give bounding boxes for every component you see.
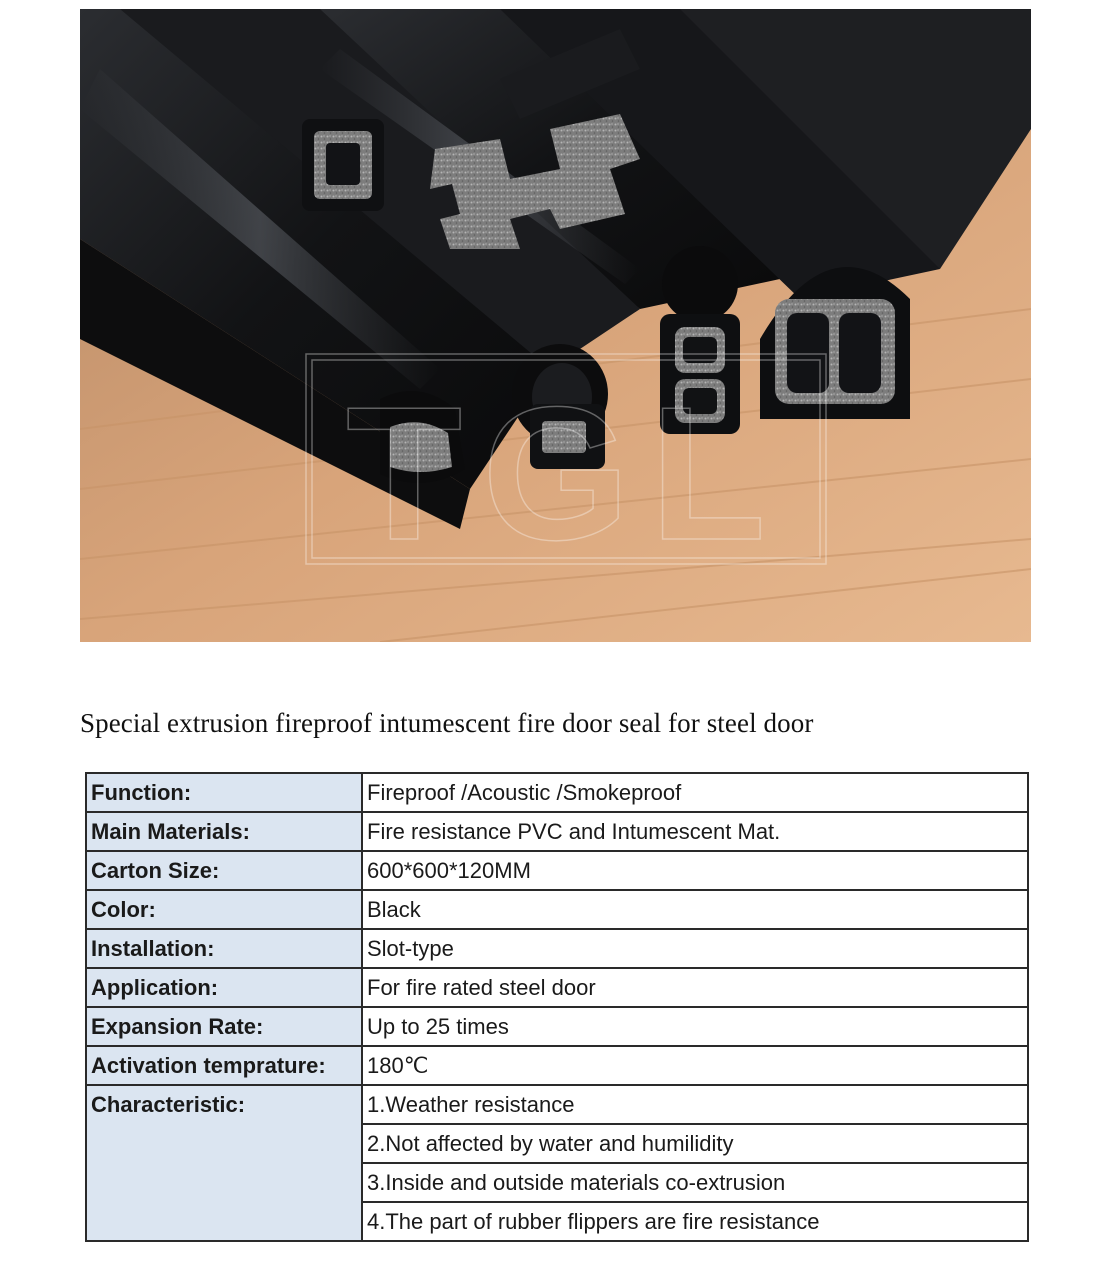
spec-label: Installation: — [86, 929, 362, 968]
table-row — [86, 851, 1028, 890]
product-photo — [80, 9, 1031, 642]
spec-value: Slot-type — [362, 929, 1028, 968]
spec-label: Activation temprature: — [86, 1046, 362, 1085]
product-title: Special extrusion fireproof intumescent fire door seal for steel door — [80, 708, 814, 738]
spec-label: Function: — [86, 773, 362, 812]
characteristic-item: 1.Weather resistance — [362, 1085, 1028, 1124]
characteristic-item: 2.Not affected by water and humilidity — [362, 1124, 1028, 1163]
characteristic-label: Characteristic: — [86, 1085, 362, 1241]
spec-value: Black — [362, 890, 1028, 929]
spec-table — [85, 772, 1029, 1242]
table-row — [86, 929, 1028, 968]
watermark-text: TGL — [346, 368, 786, 580]
characteristic-item: 3.Inside and outside materials co-extrusion — [362, 1163, 1028, 1202]
spec-label: Expansion Rate: — [86, 1007, 362, 1046]
spec-value: Fire resistance PVC and Intumescent Mat. — [362, 812, 1028, 851]
table-row — [86, 773, 1028, 812]
spec-value: 180℃ — [362, 1046, 1028, 1085]
table-row — [86, 1085, 1028, 1124]
table-row — [86, 1007, 1028, 1046]
table-row — [86, 812, 1028, 851]
spec-value: For fire rated steel door — [362, 968, 1028, 1007]
fire-door-seal-image — [80, 9, 1031, 642]
table-row — [86, 890, 1028, 929]
spec-label: Color: — [86, 890, 362, 929]
characteristic-item: 4.The part of rubber flippers are fire resistance — [362, 1202, 1028, 1241]
spec-label: Carton Size: — [86, 851, 362, 890]
spec-label: Main Materials: — [86, 812, 362, 851]
table-row — [86, 1046, 1028, 1085]
spec-label: Application: — [86, 968, 362, 1007]
spec-value: Up to 25 times — [362, 1007, 1028, 1046]
spec-value: 600*600*120MM — [362, 851, 1028, 890]
spec-value: Fireproof /Acoustic /Smokeproof — [362, 773, 1028, 812]
table-row — [86, 968, 1028, 1007]
